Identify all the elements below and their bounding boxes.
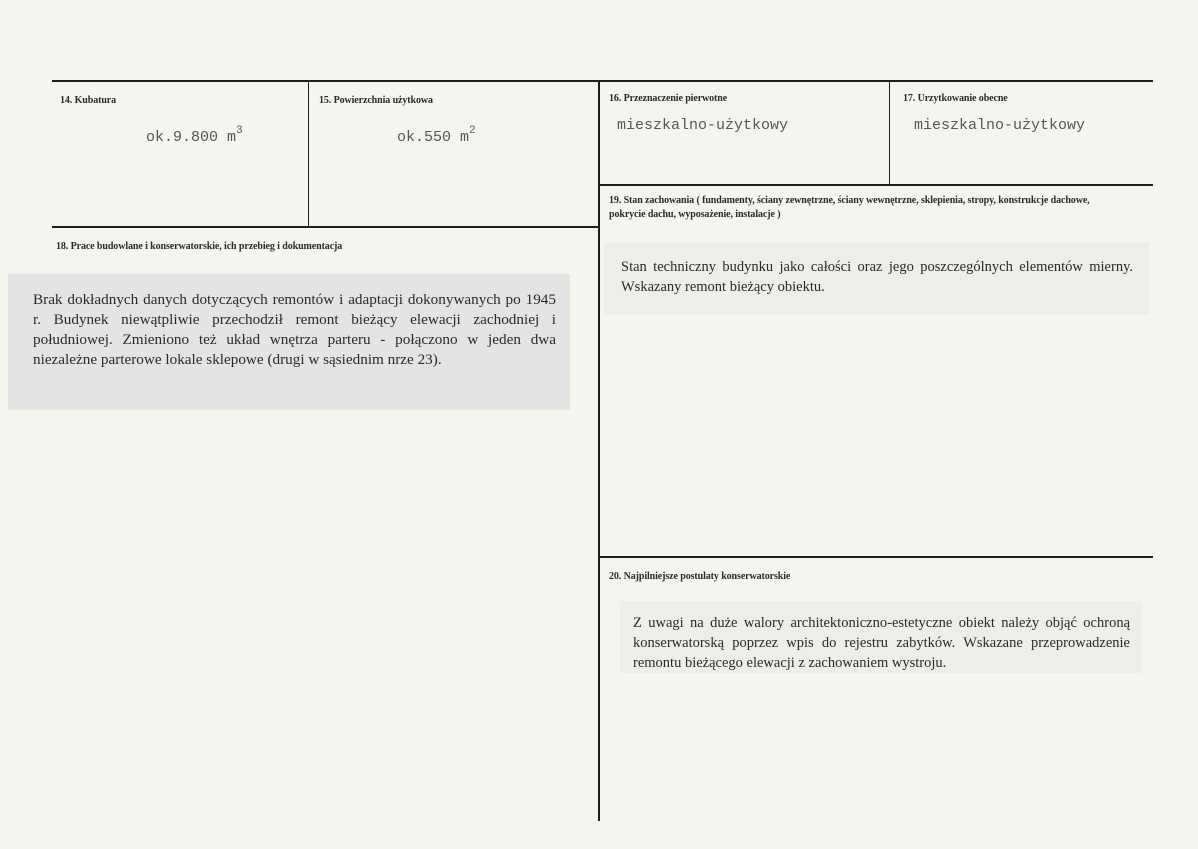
label-uzytkowanie: 17. Urzytkowanie obecne xyxy=(903,93,1008,104)
prace-budowlane-text xyxy=(8,274,570,410)
value-kubatura-text: ok.9.800 m xyxy=(146,129,237,146)
rule-18 xyxy=(52,226,599,228)
value-kubatura xyxy=(146,127,243,146)
stan-zachowania-content: Stan techniczny budynku jako całości oraz jego poszczególnych elementów mierny. Wskazany remont bieżący obiektu. xyxy=(621,259,1133,295)
top-rule xyxy=(52,80,1153,82)
label-powierzchnia: 15. Powierzchnia użytkowa xyxy=(319,95,433,106)
label-stan-zachowania: 19. Stan zachowania ( fundamenty, ściany zewnętrzne, ściany wewnętrzne, sklepienia, stropy, konstrukcje dachowe, pokrycie dachu, wyposażenie, instalacje ) xyxy=(609,195,1090,220)
stan-zachowania-text xyxy=(604,242,1149,314)
value-powierzchnia-unit: 2 xyxy=(469,125,476,137)
divider-main xyxy=(598,81,600,821)
label-postulaty: 20. Najpilniejsze postulaty konserwatorskie xyxy=(609,571,791,582)
value-przeznaczenie: mieszkalno-użytkowy xyxy=(617,117,789,134)
divider-14-15 xyxy=(308,81,309,227)
value-uzytkowanie: mieszkalno-użytkowy xyxy=(914,117,1086,134)
value-kubatura-unit: 3 xyxy=(236,125,243,137)
label-kubatura: 14. Kubatura xyxy=(60,95,117,106)
divider-16-17 xyxy=(889,81,890,185)
label-przeznaczenie: 16. Przeznaczenie pierwotne xyxy=(609,93,728,104)
postulaty-content: Z uwagi na duże walory architektoniczno-estetyczne obiekt należy objąć ochroną konserwatorską poprzez wpis do rejestru zabytków. Wskazane przeprowadzenie remontu bieżącego elewacji z zachowaniem wystroju. xyxy=(633,615,1130,671)
label-prace-budowlane: 18. Prace budowlane i konserwatorskie, ich przebieg i dokumentacja xyxy=(56,241,343,252)
value-powierzchnia-text: ok.550 m xyxy=(397,129,470,146)
rule-19 xyxy=(599,184,1153,186)
prace-budowlane-content: Brak dokładnych danych dotyczących remontów i adaptacji dokonywanych po 1945 r. Budynek niewątpliwie przechodził remont bieżący elewacji zachodniej i południowej. Zmieniono też układ wnętrza parteru - połączono w jeden dwa niezależne parterowe lokale sklepowe (drugi w sąsiednim nrze 23). xyxy=(33,291,556,368)
postulaty-text xyxy=(620,601,1142,673)
rule-20 xyxy=(599,556,1153,558)
value-powierzchnia xyxy=(397,127,476,146)
